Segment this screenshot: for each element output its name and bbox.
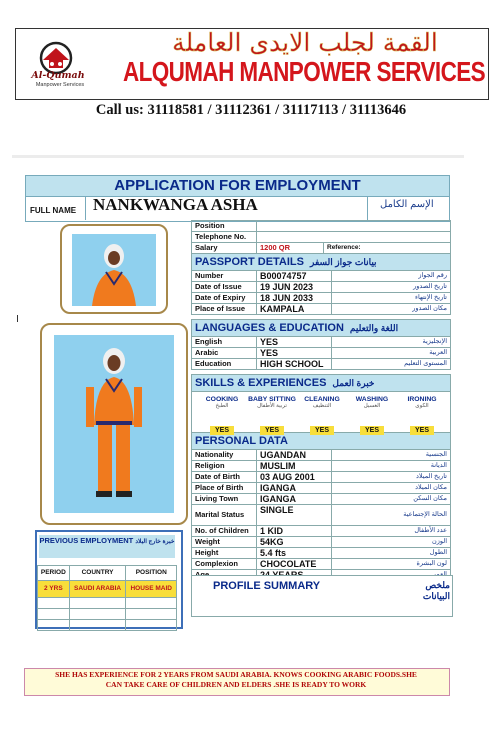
english-label-arabic: الإنجليزية — [332, 337, 451, 348]
english-value: YES — [257, 337, 332, 348]
position-value: HOUSE MAID — [126, 581, 177, 598]
skill-label-arabic: الطبخ — [215, 403, 229, 409]
table-row — [192, 221, 451, 232]
complexion-label: Complexion — [192, 559, 257, 570]
date-of-birth-label: Date of Birth — [192, 472, 257, 483]
date-of-birth-label-arabic: تاريخ الميلاد — [332, 472, 451, 483]
column-header: COUNTRY — [69, 566, 126, 581]
marital-status-label-arabic: الحالة الإجتماعية — [332, 505, 451, 526]
table-row — [192, 359, 451, 370]
table-row — [38, 620, 177, 631]
skill-value: YES — [360, 426, 384, 435]
marital-status-value: SINGLE — [257, 505, 332, 526]
table-row — [192, 559, 451, 570]
personal-section-title: PERSONAL DATA — [192, 433, 451, 450]
previous-employment-table — [37, 565, 177, 631]
skill-cooking — [198, 396, 246, 436]
languages-section-title: LANGUAGES & EDUCATION — [195, 322, 344, 334]
passport-number-label-arabic: رقم الجواز — [332, 271, 451, 282]
religion-label-arabic: الديانة — [332, 461, 451, 472]
profile-summary-title-arabic: ملخص البيانات — [422, 580, 450, 601]
table-row — [192, 472, 451, 483]
salary-label: Salary — [192, 243, 257, 254]
skill-label-arabic: الغسيل — [363, 403, 381, 409]
full-name-label-arabic: الإسم الكامل — [380, 199, 434, 210]
table-row — [192, 494, 451, 505]
date-of-birth-value: 03 AUG 2001 — [257, 472, 332, 483]
date-of-issue-value: 19 JUN 2023 — [257, 282, 332, 293]
reference-label: Reference: — [324, 243, 451, 254]
place-of-birth-label-arabic: مكان الميلاد — [332, 483, 451, 494]
education-label: Education — [192, 359, 257, 370]
religion-label: Religion — [192, 461, 257, 472]
skill-label-arabic: تربية الأطفال — [257, 403, 287, 409]
position-value — [257, 221, 451, 232]
table-row — [192, 505, 451, 526]
section-header — [192, 254, 451, 271]
table-row — [192, 483, 451, 494]
company-title-english: ALQUMAH MANPOWER SERVICES — [122, 56, 486, 88]
arabic-label: Arabic — [192, 348, 257, 359]
marital-status-label: Marital Status — [192, 505, 257, 526]
date-of-expiry-label-arabic: تاريخ الإنتهاء — [332, 293, 451, 304]
passport-section-title-arabic: بيانات جواز السفر — [310, 257, 377, 267]
table-row — [38, 581, 177, 598]
weight-value: 54KG — [257, 537, 332, 548]
table-row — [192, 537, 451, 548]
divider — [367, 197, 368, 220]
place-of-issue-label-arabic: مكان الصدور — [332, 304, 451, 315]
table-row — [192, 526, 451, 537]
telephone-label: Telephone No. — [192, 232, 257, 243]
summary-line-2: CAN TAKE CARE OF CHILDREN AND ELDERS .SHE IS READY TO WORK — [105, 680, 367, 689]
skill-baby-sitting — [248, 396, 296, 436]
date-of-issue-label-arabic: تاريخ الصدور — [332, 282, 451, 293]
complexion-label-arabic: لون البشرة — [332, 559, 451, 570]
place-of-birth-label: Place of Birth — [192, 483, 257, 494]
table-row — [192, 293, 451, 304]
table-row — [192, 271, 451, 282]
children-value: 1 KID — [257, 526, 332, 537]
table-row — [38, 609, 177, 620]
skill-value: YES — [310, 426, 334, 435]
contact-numbers: Call us: 31118581 / 31112361 / 31117113 / 31113646 — [95, 102, 407, 118]
children-label-arabic: عدد الأطفال — [332, 526, 451, 537]
skill-value: YES — [260, 426, 284, 435]
applicant-photo-full-length — [40, 323, 188, 525]
height-label-arabic: الطول — [332, 548, 451, 559]
section-header — [192, 320, 451, 337]
living-town-value: IGANGA — [257, 494, 332, 505]
complexion-value: CHOCOLATE — [257, 559, 332, 570]
passport-section-title: PASSPORT DETAILS — [195, 256, 304, 268]
education-value: HIGH SCHOOL — [257, 359, 332, 370]
skill-label: COOKING — [205, 396, 239, 403]
passport-number-value: B00074757 — [257, 271, 332, 282]
skills-section-title-arabic: خبرة العمل — [332, 378, 375, 388]
arabic-label-arabic: العربية — [332, 348, 451, 359]
english-label: English — [192, 337, 257, 348]
weight-label: Weight — [192, 537, 257, 548]
previous-employment-title-arabic: خبرة خارج البلاد — [135, 539, 175, 545]
position-label: Position — [192, 221, 257, 232]
skill-label-arabic: الكوى — [415, 403, 429, 409]
height-value: 5.4 fts — [257, 548, 332, 559]
skill-label: BABY SITTING — [248, 396, 296, 403]
living-town-label-arabic: مكان السكن — [332, 494, 451, 505]
date-of-expiry-label: Date of Expiry — [192, 293, 257, 304]
table-row — [192, 232, 451, 243]
nationality-value: UGANDAN — [257, 450, 332, 461]
skills-grid — [196, 396, 450, 436]
skill-cleaning — [298, 396, 346, 436]
skill-label: CLEANING — [304, 396, 340, 403]
table-row — [192, 337, 451, 348]
column-header: POSITION — [126, 566, 177, 581]
date-of-expiry-value: 18 JUN 2033 — [257, 293, 332, 304]
skill-value: YES — [210, 426, 234, 435]
skill-label-arabic: التنظيف — [312, 403, 332, 409]
table-row — [192, 348, 451, 359]
nationality-label: Nationality — [192, 450, 257, 461]
previous-employment-title — [39, 535, 175, 558]
height-label: Height — [192, 548, 257, 559]
period-value: 2 YRS — [38, 581, 70, 598]
arabic-value: YES — [257, 348, 332, 359]
skills-section-title: SKILLS & EXPERIENCES — [195, 377, 327, 389]
skill-ironing — [398, 396, 446, 436]
place-of-issue-label: Place of Issue — [192, 304, 257, 315]
divider — [85, 197, 86, 220]
table-row — [192, 243, 451, 254]
applicant-photo-portrait — [60, 224, 168, 314]
table-row — [38, 598, 177, 609]
text-cursor — [17, 315, 18, 322]
form-title: APPLICATION FOR EMPLOYMENT — [25, 175, 450, 197]
place-of-issue-value: KAMPALA — [257, 304, 332, 315]
passport-number-label: Number — [192, 271, 257, 282]
table-row — [192, 282, 451, 293]
country-value: SAUDI ARABIA — [69, 581, 126, 598]
logo-subtitle: Manpower Services — [35, 82, 85, 88]
skill-label: WASHING — [355, 396, 389, 403]
living-town-label: Living Town — [192, 494, 257, 505]
telephone-value — [257, 232, 451, 243]
full-name-label: FULL NAME — [30, 206, 77, 215]
table-row — [192, 548, 451, 559]
place-of-birth-value: IGANGA — [257, 483, 332, 494]
table-row — [192, 450, 451, 461]
section-header — [192, 375, 451, 392]
salary-value: 1200 QR — [257, 243, 324, 254]
education-label-arabic: المستوى التعليم — [332, 359, 451, 370]
company-title-arabic: القمة لجلب الايدى العاملة — [172, 28, 438, 57]
skill-value: YES — [410, 426, 434, 435]
previous-employment-title-text: PREVIOUS EMPLOYMENT — [39, 536, 134, 545]
religion-value: MUSLIM — [257, 461, 332, 472]
summary-line-1: SHE HAS EXPERIENCE FOR 2 YEARS FROM SAUDI ARABIA. KNOWS COOKING ARABIC FOODS.SHE — [55, 670, 417, 679]
summary-text — [28, 670, 444, 690]
profile-summary-title: PROFILE SUMMARY — [213, 580, 321, 592]
children-label: No. of Children — [192, 526, 257, 537]
table-row — [192, 461, 451, 472]
divider — [12, 155, 464, 158]
logo-wordmark: Al-Qumah — [31, 70, 85, 81]
weight-label-arabic: الوزن — [332, 537, 451, 548]
column-header: PERIOD — [38, 566, 70, 581]
date-of-issue-label: Date of Issue — [192, 282, 257, 293]
full-name-value: NANKWANGA ASHA — [93, 195, 258, 214]
table-header-row — [38, 566, 177, 581]
nationality-label-arabic: الجنسية — [332, 450, 451, 461]
skill-washing — [348, 396, 396, 436]
languages-section-title-arabic: اللغة والتعليم — [349, 323, 399, 333]
skill-label: IRONING — [407, 396, 437, 403]
table-row — [192, 304, 451, 315]
